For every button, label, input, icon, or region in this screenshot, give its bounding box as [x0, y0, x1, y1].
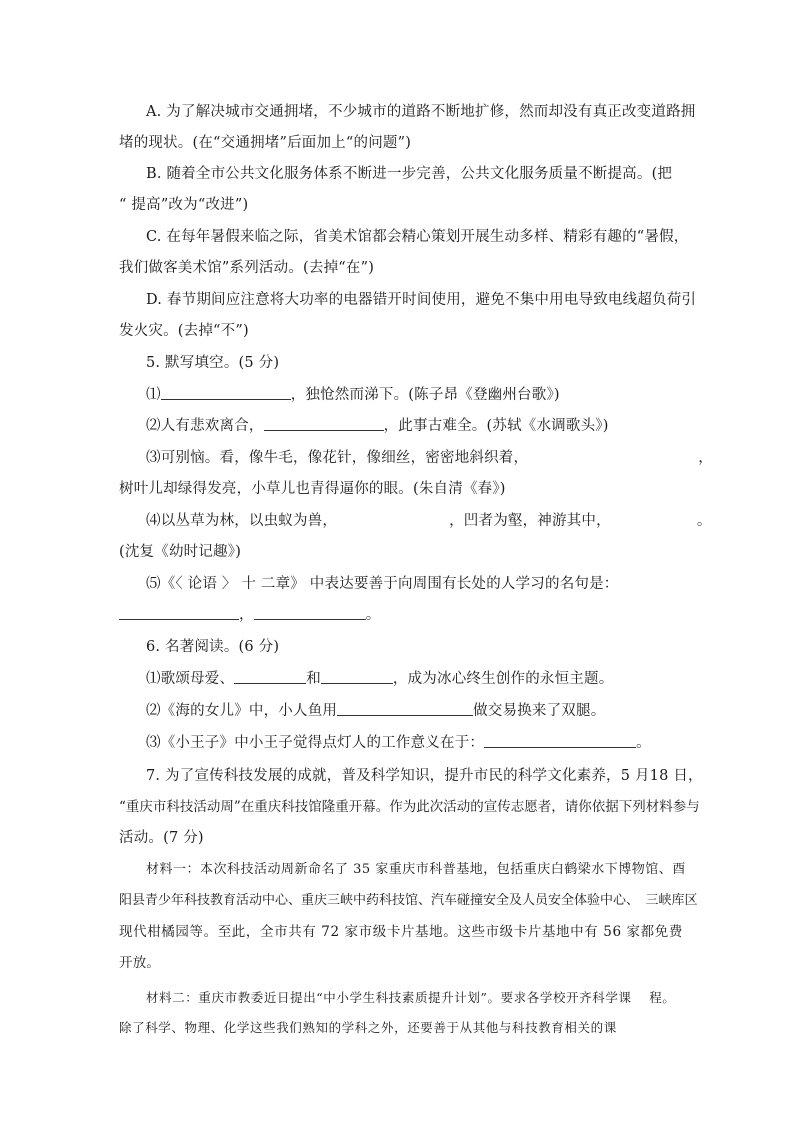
- q6-item-2-suffix: 做交易换来了双腿。: [473, 703, 606, 719]
- option-a-line2: 堵的现状。(在“交通拥堵”后面加上“的问题”): [119, 135, 412, 151]
- q6-item-1-prefix: ⑴歌颂母爱、: [146, 671, 235, 687]
- q5-item-3-suffix: ，: [698, 450, 713, 466]
- option-c-line1: C. 在每年暑假来临之际，省美术馆都会精心策划开展生动多样、精彩有趣的“暑假，: [146, 229, 689, 245]
- answer-blank[interactable]: [161, 385, 291, 400]
- q6-item-1: [146, 669, 613, 689]
- q5-item-4-suffix: 。: [696, 513, 712, 529]
- q5-item-1: [146, 385, 560, 405]
- answer-blank[interactable]: [264, 416, 384, 431]
- q5-item-2: [146, 416, 609, 436]
- answer-blank[interactable]: [484, 733, 636, 748]
- material-2-line1: 材料二：重庆市教委近日提出“中小学生科技素质提升计划”。要求各学校开齐科学课 程。: [146, 990, 676, 1005]
- answer-blank[interactable]: [321, 669, 393, 684]
- q6-item-1-and: 和: [306, 671, 321, 687]
- q5-item-3-line2: 树叶儿却绿得发亮，小草儿也青得逼你的眼。(朱自清《春》): [119, 481, 506, 497]
- option-b-line1: B. 随着全市公共文化服务体系不断进一步完善，公共文化服务质量不断提高。(把: [146, 166, 673, 182]
- question-7-line1: 7. 为了宣传科技发展的成就，普及科学知识，提升市民的科学文化素养，5 月18 日，: [146, 768, 703, 784]
- q5-item-5-line2: [119, 605, 380, 625]
- q6-item-3-prefix: ⑶《小王子》中小王子觉得点灯人的工作意义在于：: [146, 735, 485, 751]
- material-1-line3: 现代柑橘园等。至此，全市共有 72 家市级卡片基地。这些市级卡片基地中有 56 家都免费: [119, 924, 683, 940]
- material-1-line2: 阳县青少年科技教育活动中心、重庆三峡中药科技馆、汽车碰撞安全及人员安全体验中心、 三峡库区: [119, 893, 698, 908]
- q5-item-4-line2: (沈复《幼时记趣》): [119, 544, 242, 560]
- question-7-line3: 活动。(7 分): [119, 830, 204, 846]
- q5-item-5-end: 。: [365, 607, 381, 623]
- q5-item-4-middle: ，凹者为壑，神游其中，: [449, 513, 611, 529]
- q6-item-3-suffix: 。: [636, 735, 651, 751]
- question-6-title: 6. 名著阅读。(6 分): [146, 639, 280, 655]
- q6-item-2-prefix: ⑵《海的女儿》中，小人鱼用: [146, 703, 338, 719]
- question-5-title: 5. 默写填空。(5 分): [146, 355, 280, 371]
- material-2-line2: 除了科学、物理、化学这些我们熟知的学科之外，还要善于从其他与科技教育相关的课: [119, 1020, 617, 1035]
- material-1-line1: 材料一：本次科技活动周新命名了 35 家重庆市科普基地，包括重庆白鹤梁水下博物馆、酉: [146, 862, 686, 877]
- q5-item-2-prefix: ⑵人有悲欢离合，: [146, 418, 264, 434]
- option-a-line1: A. 为了解决城市交通拥堵，不少城市的道路不断地扩修，然而却没有真正改变道路拥: [146, 104, 696, 120]
- q5-item-5: ⑸《〈 论语 〉 十 二章》 中表达要善于向周围有长处的人学习的名句是：: [146, 576, 619, 592]
- q5-item-3-prefix: ⑶可别恼。看，像牛毛，像花针，像细丝，密密地斜织着，: [146, 450, 529, 466]
- q6-item-1-suffix: ，成为冰心终生创作的永恒主题。: [392, 671, 614, 687]
- material-1-line4: 开放。: [119, 955, 161, 971]
- answer-blank[interactable]: [337, 701, 473, 716]
- answer-blank[interactable]: [254, 605, 366, 620]
- q6-item-2: [146, 701, 605, 721]
- answer-blank[interactable]: [119, 605, 239, 620]
- q5-item-3: [146, 448, 713, 468]
- option-d-line1: D. 春节期间应注意将大功率的电器错开时间使用，避免不集中用电导致电线超负荷引: [146, 292, 697, 308]
- q5-item-5-separator: ，: [239, 607, 254, 623]
- q5-item-2-suffix: ，此事古难全。(苏轼《水调歌头》): [383, 418, 609, 434]
- option-c-line2: 我们做客美术馆”系列活动。(去掉“在”): [119, 260, 375, 276]
- q5-item-4: [146, 511, 712, 531]
- option-d-line2: 发火灾。(去掉“不”): [119, 323, 249, 339]
- q5-item-1-number: ⑴: [146, 387, 161, 403]
- q5-item-4-prefix: ⑷以丛草为林，以虫蚁为兽，: [146, 513, 338, 529]
- q6-item-3: [146, 733, 651, 753]
- question-7-line2: “重庆市科技活动周”在重庆科技馆隆重开幕。作为此次活动的宣传志愿者，请你依据下列材料参与: [119, 799, 700, 815]
- answer-blank[interactable]: [234, 669, 306, 684]
- q5-item-1-text: ，独怆然而涕下。(陈子昂《登幽州台歌》): [290, 387, 560, 403]
- option-b-line2: “ 提高”改为“改进”): [119, 197, 249, 213]
